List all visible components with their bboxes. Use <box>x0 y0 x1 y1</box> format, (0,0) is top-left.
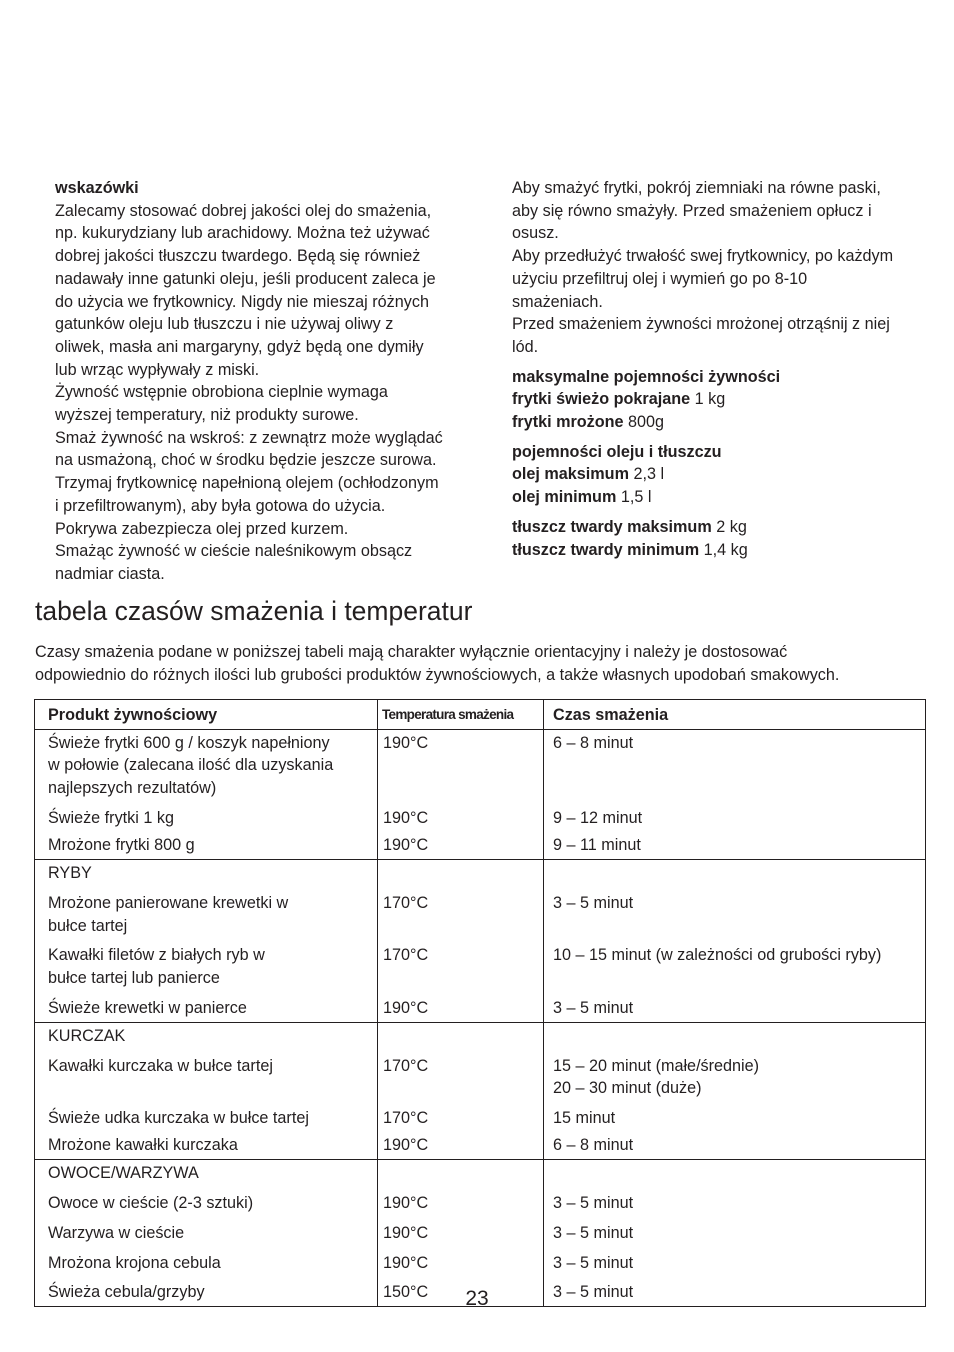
time-cell: 15 minut <box>553 1109 616 1128</box>
time-cell: 3 – 5 minut <box>553 1223 634 1242</box>
temperature-cell: 170°C <box>378 940 544 992</box>
table-row <box>35 1217 926 1247</box>
fat-max <box>512 516 924 539</box>
table-row <box>35 1103 926 1133</box>
capacity-label: frytki mrożone <box>512 413 624 432</box>
header-temperature: Temperatura smażenia <box>378 700 544 730</box>
frying-table <box>34 699 926 1307</box>
product-cell <box>35 940 378 992</box>
table-row <box>35 1188 926 1218</box>
table-group-row <box>35 1160 926 1188</box>
fat-value: 2 kg <box>716 517 747 536</box>
product-text: bułce tartej lub panierce <box>48 969 220 988</box>
product-cell: Świeża cebula/grzyby <box>48 1283 205 1302</box>
temperature-cell: 190°C <box>378 1188 544 1218</box>
oil-label: olej minimum <box>512 488 617 507</box>
tips-line: użyciu przefiltruj olej i wymień go po 8-10 <box>512 269 808 288</box>
fat-label: tłuszcz twardy maksimum <box>512 517 712 536</box>
product-text: najlepszych rezultatów) <box>48 779 217 798</box>
capacity-frozen-fries <box>512 411 924 434</box>
empty-cell <box>378 1022 544 1050</box>
temperature-cell: 190°C <box>378 802 544 832</box>
tips-line: dobrej jakości tłuszczu twardego. Będą się również <box>55 247 421 266</box>
table-header-row <box>35 700 926 730</box>
product-cell <box>35 887 378 939</box>
time-cell: 3 – 5 minut <box>553 893 634 912</box>
group-title: RYBY <box>35 860 378 888</box>
tips-line: lub wrząc wypływały z miski. <box>55 360 260 379</box>
tips-line: smażeniach. <box>512 292 603 311</box>
temperature-cell: 170°C <box>378 1050 544 1102</box>
tips-heading: wskazówki <box>55 179 139 197</box>
tips-left-text <box>55 200 475 586</box>
time-cell: 6 – 8 minut <box>553 733 634 752</box>
tips-line: wyższej temperatury, niż produkty surowe. <box>55 406 359 425</box>
time-cell: 3 – 5 minut <box>553 1283 634 1302</box>
product-cell: Świeże udka kurczaka w bułce tartej <box>48 1109 309 1128</box>
table-row <box>35 940 926 992</box>
tips-line: nadmiar ciasta. <box>55 564 165 583</box>
temperature-cell: 190°C <box>378 832 544 860</box>
tips-line: np. kukurydziany lub arachidowy. Można też używać <box>55 224 430 243</box>
product-cell: Kawałki kurczaka w bułce tartej <box>48 1056 273 1075</box>
product-cell: Świeże krewetki w panierce <box>48 998 247 1017</box>
capacity-heading: maksymalne pojemności żywności <box>512 367 781 386</box>
tips-line: Aby przedłużyć trwałość swej frytkownicy, po każdym <box>512 247 894 266</box>
temperature-cell: 150°C <box>378 1277 544 1307</box>
product-cell: Warzywa w cieście <box>48 1223 185 1242</box>
temperature-cell: 190°C <box>378 729 544 802</box>
temperature-cell: 190°C <box>378 992 544 1022</box>
product-cell <box>35 729 378 802</box>
tips-line: osusz. <box>512 224 559 243</box>
intro-line: Czasy smażenia podane w poniższej tabeli mają charakter wyłącznie orientacyjny i należy je dostosować <box>35 643 788 661</box>
tips-right-text <box>512 177 924 359</box>
tips-line: do użycia we frytkownicy. Nigdy nie mieszaj różnych <box>55 292 429 311</box>
capacity-fresh-fries <box>512 388 924 411</box>
time-cell: 6 – 8 minut <box>553 1136 634 1155</box>
tips-line: nadawały inne gatunki oleju, jeśli producent zaleca je <box>55 269 436 288</box>
tips-line: Zalecamy stosować dobrej jakości olej do smażenia, <box>55 201 432 220</box>
tips-line: lód. <box>512 337 539 356</box>
product-text: w połowie (zalecana ilość dla uzyskania <box>48 756 334 775</box>
product-cell: Mrożona krojona cebula <box>48 1253 221 1272</box>
table-row <box>35 729 926 802</box>
oil-value: 1,5 l <box>620 488 652 507</box>
tips-line: gatunków oleju lub tłuszczu i nie używaj oliwy z <box>55 315 394 334</box>
tips-line: Przed smażeniem żywności mrożonej otrząśnij z niej <box>512 315 890 334</box>
page-number: 23 <box>465 1287 489 1310</box>
tips-line: aby się równo smażyły. Przed smażeniem opłucz i <box>512 201 872 220</box>
intro-paragraph <box>35 641 925 686</box>
fat-value: 1,4 kg <box>703 540 748 559</box>
time-cell: 10 – 15 minut (w zależności od grubości ryby) <box>553 946 882 965</box>
time-cell: 9 – 12 minut <box>553 808 643 827</box>
time-cell: 3 – 5 minut <box>553 998 634 1017</box>
tips-right-column <box>512 177 924 561</box>
time-cell: 3 – 5 minut <box>553 1194 634 1213</box>
oil-value: 2,3 l <box>633 465 665 484</box>
temperature-cell: 190°C <box>378 1247 544 1277</box>
tips-line: Smaż żywność na wskroś: z zewnątrz może wyglądać <box>55 428 443 447</box>
table-group-row <box>35 1022 926 1050</box>
table-row <box>35 992 926 1022</box>
temperature-cell: 170°C <box>378 1103 544 1133</box>
empty-cell <box>544 1160 926 1188</box>
product-cell: Mrożone frytki 800 g <box>48 836 195 855</box>
oil-max <box>512 463 924 486</box>
table-row <box>35 887 926 939</box>
table-row <box>35 1247 926 1277</box>
section-title: tabela czasów smażenia i temperatur <box>35 596 473 626</box>
time-cell <box>544 1050 926 1102</box>
empty-cell <box>544 1022 926 1050</box>
product-text: Kawałki filetów z białych ryb w <box>48 946 265 965</box>
product-text: Świeże frytki 600 g / koszyk napełniony <box>48 733 330 752</box>
time-cell: 3 – 5 minut <box>553 1253 634 1272</box>
header-product: Produkt żywnościowy <box>35 700 378 730</box>
oil-label: olej maksimum <box>512 465 629 484</box>
oil-min <box>512 486 924 509</box>
table-row <box>35 1132 926 1160</box>
tips-line: na usmażoną, choć w środku będzie jeszcze surowa. <box>55 451 437 470</box>
product-cell: Owoce w cieście (2-3 sztuki) <box>48 1194 254 1213</box>
table-row <box>35 832 926 860</box>
group-title: OWOCE/WARZYWA <box>35 1160 378 1188</box>
time-text: 20 – 30 minut (duże) <box>553 1079 702 1098</box>
tips-line: i przefiltrowanym), aby była gotowa do użycia. <box>55 496 386 515</box>
tips-left-column <box>55 177 475 586</box>
capacity-value: 1 kg <box>694 390 726 409</box>
empty-cell <box>544 860 926 888</box>
oil-heading: pojemności oleju i tłuszczu <box>512 442 722 461</box>
tips-line: Smażąc żywność w cieście naleśnikowym obsącz <box>55 542 413 561</box>
table-group-row <box>35 860 926 888</box>
empty-cell <box>378 1160 544 1188</box>
product-text: Mrożone panierowane krewetki w <box>48 893 289 912</box>
time-text: 15 – 20 minut (małe/średnie) <box>553 1056 760 1075</box>
tips-line: Żywność wstępnie obrobiona cieplnie wymaga <box>55 383 388 402</box>
product-text: bułce tartej <box>48 916 128 935</box>
tips-line: Pokrywa zabezpiecza olej przed kurzem. <box>55 519 349 538</box>
product-cell: Mrożone kawałki kurczaka <box>48 1136 238 1155</box>
fat-label: tłuszcz twardy minimum <box>512 540 700 559</box>
intro-line: odpowiednio do różnych ilości lub grubości produktów żywnościowych, a także własnych upodobań smakowych. <box>35 665 840 684</box>
header-time: Czas smażenia <box>544 700 926 730</box>
capacity-label: frytki świeżo pokrajane <box>512 390 691 409</box>
capacity-value: 800g <box>628 413 665 432</box>
empty-cell <box>378 860 544 888</box>
temperature-cell: 190°C <box>378 1217 544 1247</box>
tips-line: Aby smażyć frytki, pokrój ziemniaki na równe paski, <box>512 179 881 197</box>
fat-min <box>512 539 924 562</box>
group-title: KURCZAK <box>35 1022 378 1050</box>
time-cell: 9 – 11 minut <box>553 836 641 855</box>
table-row <box>35 802 926 832</box>
table-row <box>35 1050 926 1102</box>
tips-line: Trzymaj frytkownicę napełnioną olejem (ochłodzonym <box>55 474 439 493</box>
temperature-cell: 190°C <box>378 1132 544 1160</box>
tips-line: oliwek, masła ani margaryny, gdyż będą one dymiły <box>55 337 424 356</box>
temperature-cell: 170°C <box>378 887 544 939</box>
product-cell: Świeże frytki 1 kg <box>48 808 174 827</box>
